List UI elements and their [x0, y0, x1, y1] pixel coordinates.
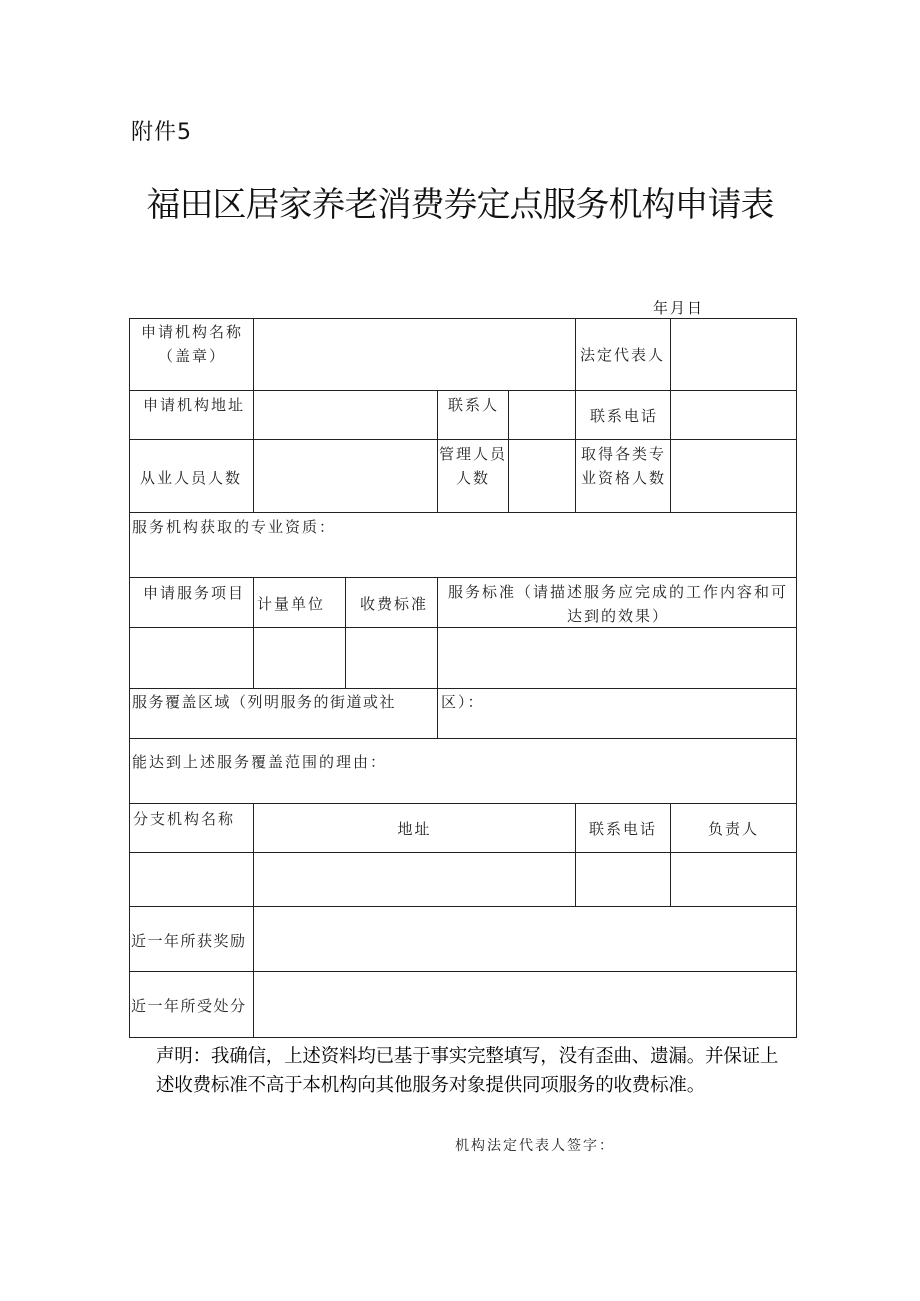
penalties-field[interactable]: [254, 972, 796, 1037]
branch-name-label: 分支机构名称: [133, 810, 236, 828]
date-label: 年月日: [653, 299, 705, 317]
qualified-count-field[interactable]: [671, 440, 796, 512]
mgmt-count-label: 管理人员人数: [438, 445, 507, 487]
contact-phone-label: 联系电话: [590, 407, 659, 425]
service-item-label: 申请服务项目: [143, 584, 246, 602]
org-address-label: 申请机构地址: [143, 396, 246, 414]
qualifications-label: 服务机构获取的专业资质：: [132, 518, 337, 536]
contact-person-label: 联系人: [448, 396, 500, 414]
table-border-line: [575, 318, 576, 513]
awards-label: 近一年所获奖励: [131, 932, 247, 950]
awards-field[interactable]: [254, 907, 796, 971]
signature-label: 机构法定代表人签字：: [455, 1138, 615, 1154]
service-item-field[interactable]: [130, 628, 253, 688]
org-name-field[interactable]: [254, 319, 575, 390]
table-border-line: [129, 688, 797, 689]
fee-field[interactable]: [346, 628, 437, 688]
coverage-reason-label: 能达到上述服务覆盖范围的理由：: [132, 753, 388, 771]
table-border-line: [796, 318, 797, 1038]
qualified-count-label: 取得各类专业资格人数: [580, 445, 666, 487]
branch-address-label: 地址: [397, 820, 432, 838]
legal-rep-label: 法定代表人: [580, 346, 666, 364]
branch-head-field[interactable]: [671, 853, 796, 906]
table-border-line: [129, 738, 797, 739]
staff-count-field[interactable]: [254, 440, 437, 512]
unit-field[interactable]: [254, 628, 345, 688]
contact-phone-field[interactable]: [671, 391, 796, 439]
coverage-area-label: 服务覆盖区域（列明服务的街道或社: [132, 693, 397, 711]
branch-phone-label: 联系电话: [588, 820, 657, 838]
branch-address-field[interactable]: [254, 853, 575, 906]
table-border-line: [129, 577, 797, 578]
table-border-line: [129, 1037, 797, 1038]
penalties-label: 近一年所受处分: [131, 997, 247, 1015]
legal-rep-field[interactable]: [671, 319, 796, 390]
branch-phone-field[interactable]: [576, 853, 670, 906]
org-address-field[interactable]: [254, 391, 437, 439]
annex-label: 附件5: [131, 120, 192, 145]
unit-label: 计量单位: [257, 595, 326, 613]
table-border-line: [129, 512, 797, 513]
org-name-label: 申请机构名称（盖章）: [140, 323, 243, 365]
service-standard-label: 服务标准（请描述服务应完成的工作内容和可达到的效果）: [447, 583, 788, 625]
table-border-line: [129, 803, 797, 804]
fee-label: 收费标准: [360, 595, 429, 613]
mgmt-count-field[interactable]: [509, 440, 575, 512]
branch-head-label: 负责人: [707, 820, 759, 838]
declaration-text: 声明：我确信，上述资料均已基于事实完整填写，没有歪曲、遗漏。并保证上述收费标准不高于本机构向其他服务对象提供同项服务的收费标准。: [156, 1046, 779, 1096]
staff-count-label: 从业人员人数: [140, 469, 243, 487]
service-standard-field[interactable]: [438, 628, 796, 688]
page-title: 福田区居家养老消费券定点服务机构申请表: [146, 185, 774, 225]
coverage-area-label-continued: 区）：: [441, 693, 485, 711]
contact-person-field[interactable]: [509, 391, 575, 439]
branch-name-field[interactable]: [130, 853, 253, 906]
